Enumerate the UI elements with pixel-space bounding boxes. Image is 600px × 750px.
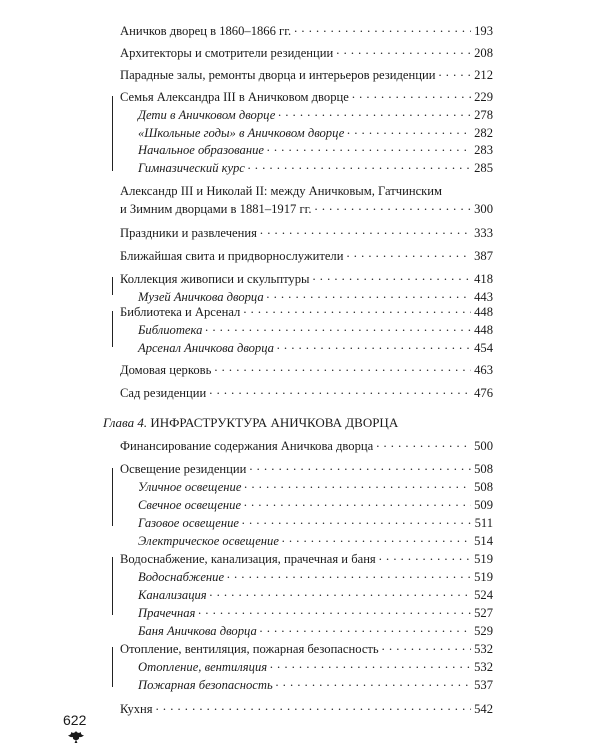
- chapter-label: Глава 4.: [103, 415, 148, 430]
- toc-entry: Ближайшая свита и придворнослужители . . . 387: [120, 248, 493, 264]
- toc-entry: Сад резиденции . . . 476: [120, 385, 493, 401]
- toc-subentry: Водоснабжение . . . 519: [138, 569, 493, 585]
- toc-subentry: Отопление, вентиляция . . . 532: [138, 659, 493, 675]
- toc-subentry: Начальное образование . . . 283: [138, 142, 493, 158]
- section-bar: [112, 557, 113, 615]
- section-bar: [112, 468, 113, 526]
- section-bar: [112, 96, 113, 171]
- toc-subentry: Пожарная безопасность . . . 537: [138, 677, 493, 693]
- toc-subentry: Библиотека . . . 448: [138, 322, 493, 338]
- toc-subentry: Свечное освещение . . . 509: [138, 497, 493, 513]
- toc-entry: Домовая церковь . . . 463: [120, 362, 493, 378]
- toc-subentry: Прачечная . . . 527: [138, 605, 493, 621]
- toc-entry: Водоснабжение, канализация, прачечная и баня . . . 519: [120, 551, 493, 567]
- toc-entry: Отопление, вентиляция, пожарная безопасность . . . 532: [120, 641, 493, 657]
- toc-subentry: Баня Аничкова дворца . . . 529: [138, 623, 493, 639]
- toc-entry: Праздники и развлечения . . . 333: [120, 225, 493, 241]
- toc-entry: Архитекторы и смотрители резиденции . . . 208: [120, 45, 493, 61]
- toc-subentry: Музей Аничкова дворца . . . 443: [138, 289, 493, 305]
- toc-subentry: Уличное освещение . . . 508: [138, 479, 493, 495]
- toc-entry: Освещение резиденции . . . 508: [120, 461, 493, 477]
- toc-entry: и Зимним дворцами в 1881–1917 гг. . . . 300: [120, 201, 493, 217]
- toc-entry-line1: Александр III и Николай II: между Аничковым, Гатчинским: [120, 184, 442, 198]
- toc-subentry: «Школьные годы» в Аничковом дворце . . . 282: [138, 125, 493, 141]
- toc-subentry: Электрическое освещение . . . 514: [138, 533, 493, 549]
- fleuron-icon: [67, 730, 85, 744]
- section-bar: [112, 311, 113, 347]
- toc-entry: Коллекция живописи и скульптуры . . . 418: [120, 271, 493, 287]
- toc-entry: Финансирование содержания Аничкова дворца . . . 500: [120, 438, 493, 454]
- toc-subentry: Канализация . . . 524: [138, 587, 493, 603]
- section-bar: [112, 277, 113, 295]
- chapter-heading: [103, 415, 398, 431]
- toc-entry: Семья Александра III в Аничковом дворце . . . 229: [120, 89, 493, 105]
- toc-entry: Библиотека и Арсенал . . . 448: [120, 304, 493, 320]
- toc-subentry: Дети в Аничковом дворце . . . 278: [138, 107, 493, 123]
- toc-subentry: Гимназический курс . . . 285: [138, 160, 493, 176]
- toc-entry: Аничков дворец в 1860–1866 гг. . . . 193: [120, 23, 493, 39]
- toc-subentry: Газовое освещение . . . 511: [138, 515, 493, 531]
- toc-entry: Кухня . . . 542: [120, 701, 493, 717]
- page-number: 622: [63, 712, 87, 728]
- toc-subentry: Арсенал Аничкова дворца . . . 454: [138, 340, 493, 356]
- section-bar: [112, 647, 113, 687]
- toc-entry: Парадные залы, ремонты дворца и интерьеров резиденции . . . 212: [120, 67, 493, 83]
- chapter-title: ИНФРАСТРУКТУРА АНИЧКОВА ДВОРЦА: [150, 415, 399, 430]
